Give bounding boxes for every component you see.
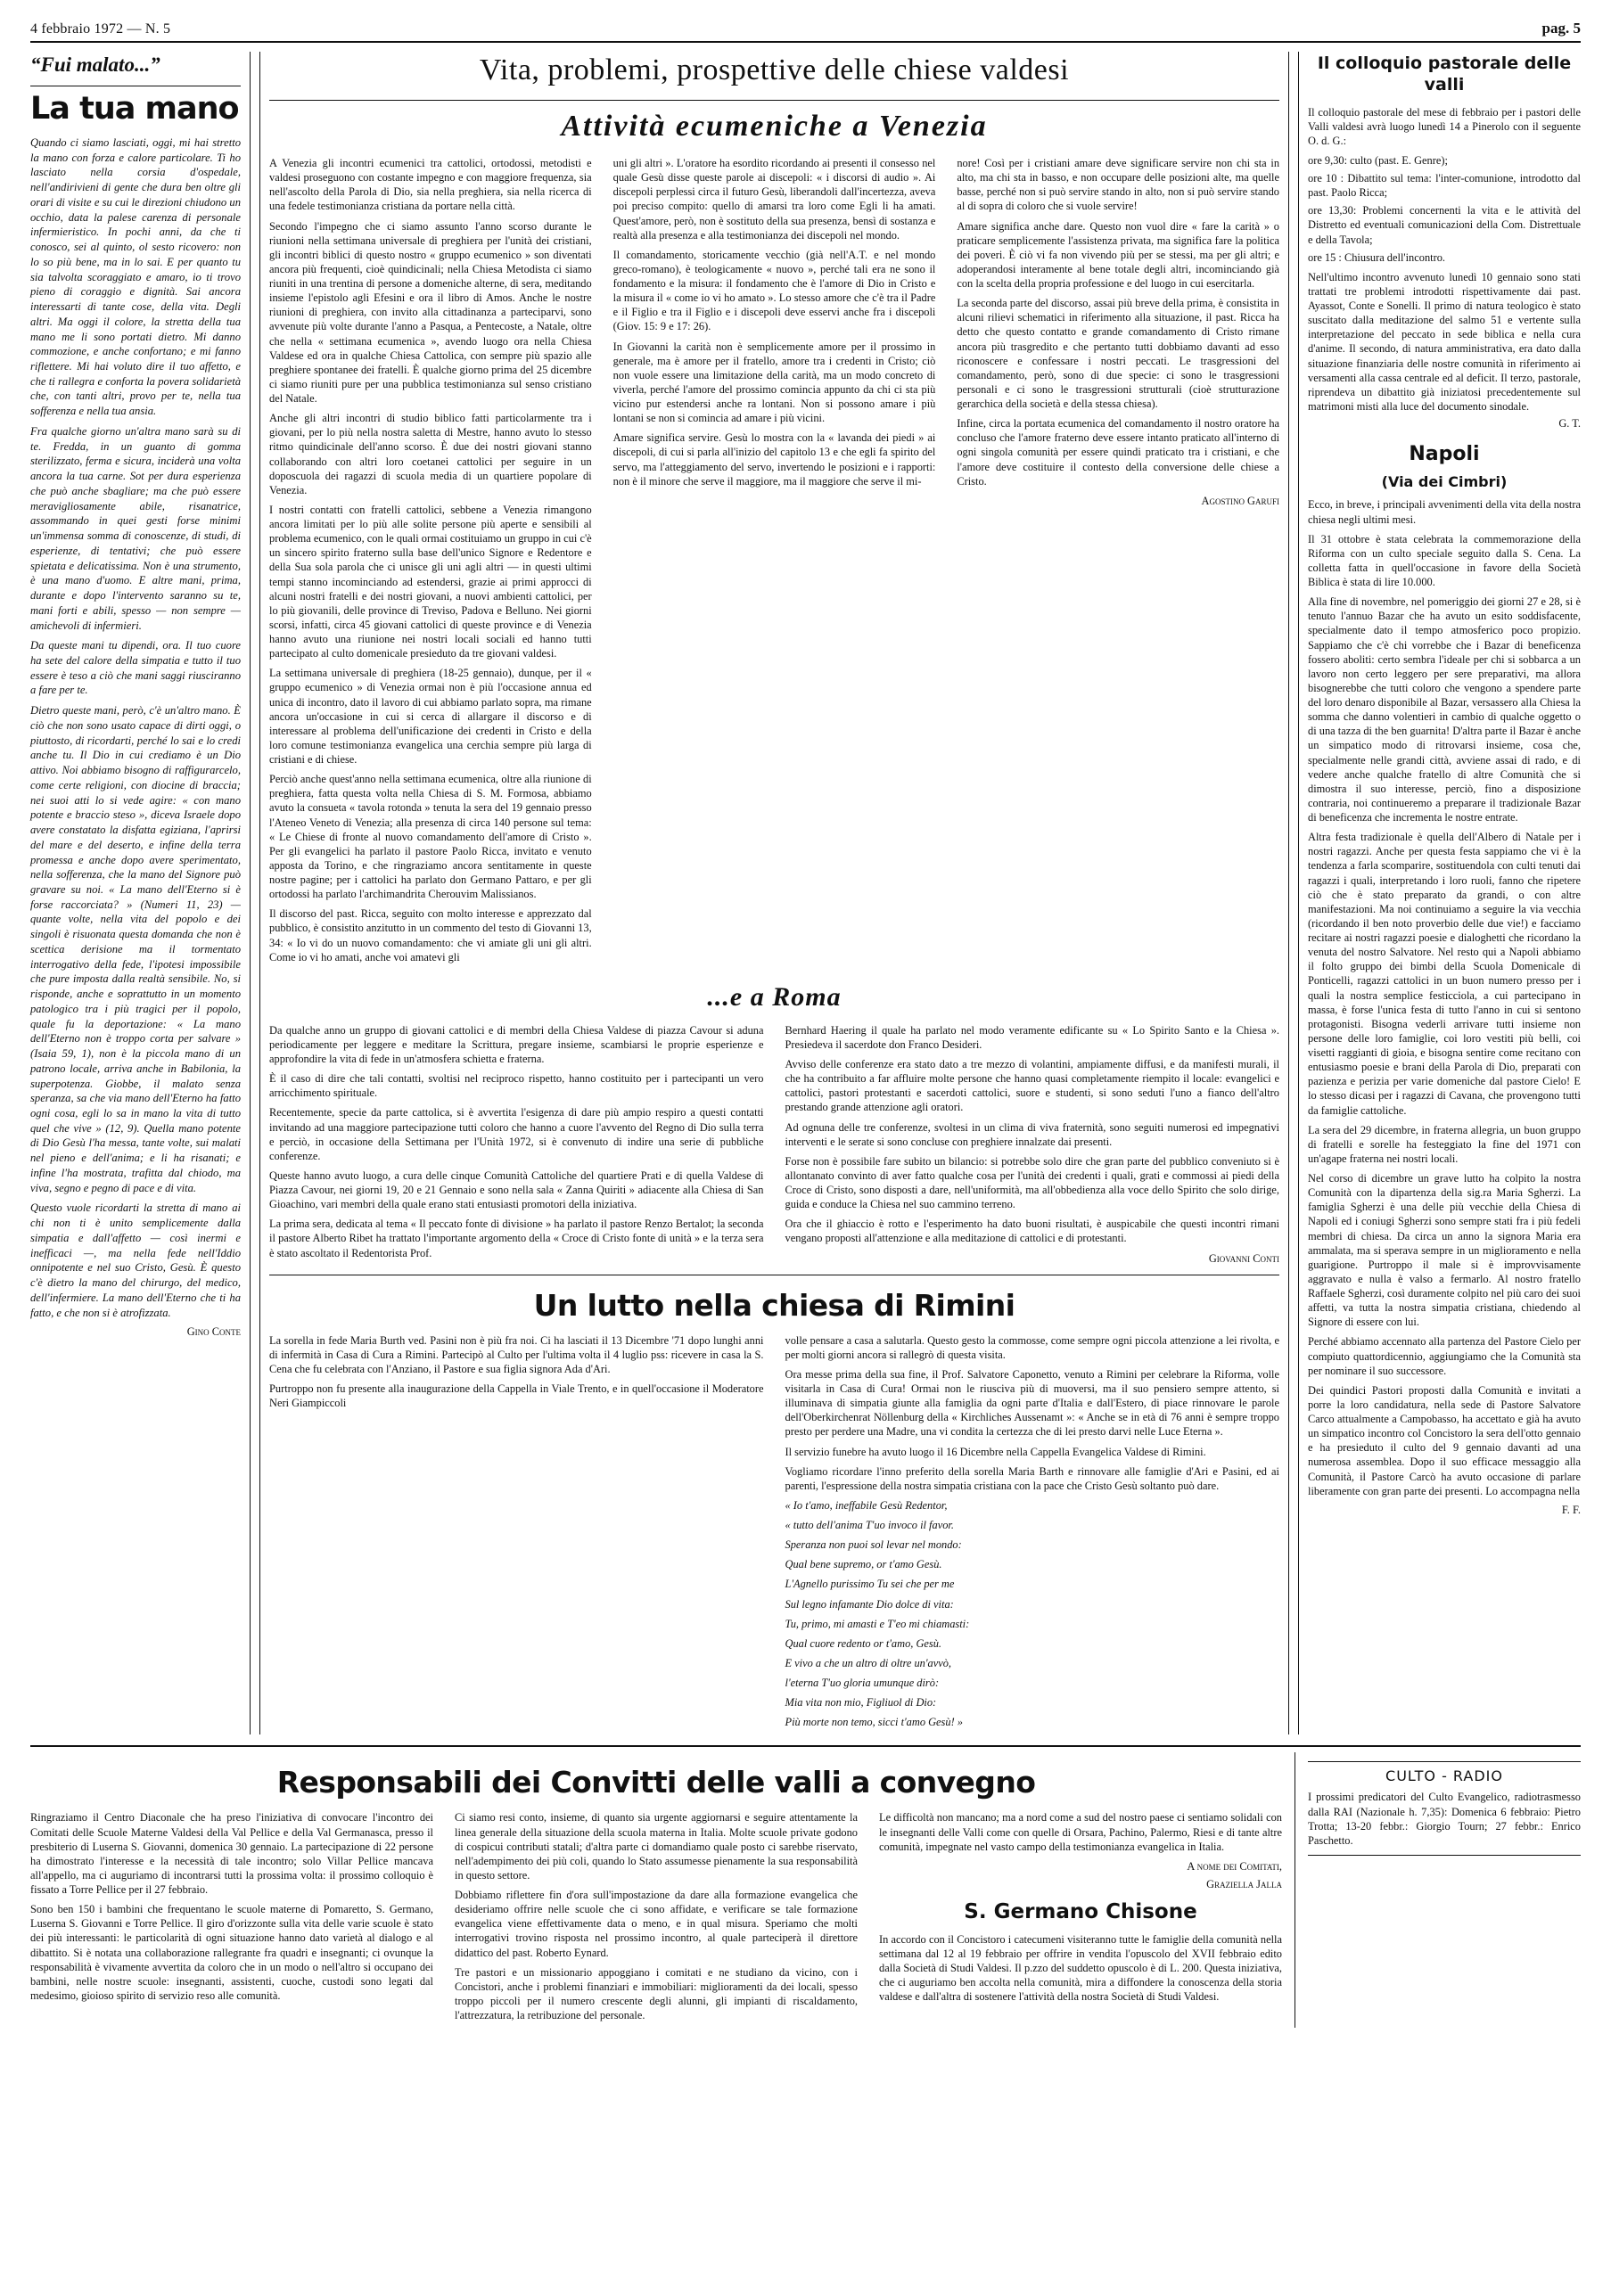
paragraph: Il 31 ottobre è stata celebrata la commemorazione della Riforma con un culto speciale seguito dalla S. Cena. La colletta fatta in quell'occasione in favore della Società Biblica è stata di lire 10.000.	[1308, 532, 1581, 589]
paragraph: Quando ci siamo lasciati, oggi, mi hai stretto la mano con forza e calore particolare. Ti ho lasciato nella corsia d'ospedale, nell'andirivieni di gente che dura ben oltre gli orari di visite e su cui le direzioni chiudono un occhio, data la palese carenza di personale infermieristico. In pochi anni, da che ti conosco, sei al quinto, ol sesto ricovero: non lo so più bene, ma in lo sai. E per quanto tu sia talvolta scoraggiato e amaro, io ti trovo pieno di coraggio e dignità. Sai ancora interessarti di tante cose, della vita. Degli altri. Ma oggi il colore, la stretta della tua mano me li sono portati dietro. Mi danno commozione, e anche confortano; e mi fanno riflettere. Mi hai voluto dire il tuo affetto, e che ti rallegra e conforta la povera solidarietà che, con tanti altri, provo per te, nella tua sofferenza e nella tua ansia.	[30, 136, 241, 418]
paragraph: Perciò anche quest'anno nella settimana ecumenica, oltre alla riunione di preghiera, fatta questa volta nella Chiesa di S. M. Formosa, abbiamo avuto la consueta « tavola rotonda » tenuta la sera del 19 gennaio presso l'Ateneo Veneto di Venezia; alla presenza di circa 140 persone sul tema: « Le Chiese di fronte al nuovo comandamento dell'amore di Cristo ». Per gli evangelici ha parlato il pastore Paolo Ricca, invitato e venuto apposta da Torino, e che ringraziamo ancora sentitamente in queste nostre pagine; per i cattolici ha parlato don Germano Pattaro, e per gli ortodossi ha parlato l'archimandrita Cherouvim Malissianos.	[269, 773, 592, 901]
hymn-line: Qual cuore redento or t'amo, Gesù.	[785, 1636, 942, 1650]
roma-col-2	[775, 1023, 1280, 1266]
paragraph: I nostri contatti con fratelli cattolici, sebbene a Venezia rimangono ancora limitati per lo più alle solite persone più aperte e sensibili al problema ecumenico, con le quali ormai costituiamo un gruppo in cui c'è un sincero spirito fraterno sulla base dell'unico Signore e Redentore e della Sua sola parola che ci unisce gli uni agli altri — in questi ultimi tempi stanno incominciando ad estendersi, grazie ai primi approcci di alcuni nostri fratelli e dei nostri giovani, a nuovi ambienti cattolici, per lo più giovanili, delle province di Treviso, Padova e Belluno. Nei giorni scorsi, infatti, circa 45 giovani cattolici di queste province e di Venezia hanno avuto una riunione nei nostri locali sociali ed hanno tutti partecipato al culto domenicale presieduto da tre giovani valdesi.	[269, 503, 592, 660]
paragraph: Nel corso di dicembre un grave lutto ha colpito la nostra Comunità con la dipartenza della sig.ra Maria Sgherzi. La famiglia Sgherzi è una delle più vecchie della Chiesa di Napoli ed i coniugi Sgherzi sono sempre stati fra i più fedeli membri di chiesa. Da circa un anno la signora Maria era ammalata, ma si sperava sempre in un miglioramento e nella guarigione. Purtroppo il male si è improvvisamente aggravato e nulla è valso a fermarlo. Al nostro fratello Raffaele Sgherzi, così duramente colpito nel più caro dei suoi affetti, va tutta la nostra simpatia cristiana, chiedendo al Signore di essere con lui.	[1308, 1172, 1581, 1329]
section-title-main: Vita, problemi, prospettive delle chiese valdesi	[479, 53, 1070, 86]
paragraph: Forse non è possibile fare subito un bilancio: si potrebbe solo dire che gran parte del pubblico conveniuto si è allontanato convinto di aver fatto qualche cosa per l'unità dei credenti i quali, grati e commossi ai piedi della Croce di Cristo, sono disposti a dare, nell'uniformità, ma all'obbedienza alla voce dello Spirito che solo dirige, guida e conduce la Chiesa nel suo cammino terreno.	[785, 1154, 1279, 1211]
paragraph: Da queste mani tu dipendi, ora. Il tuo cuore ha sete del calore della simpatia e tutto il tuo essere è teso a ciò che mani saggi riusciranno a fare per te.	[30, 639, 241, 697]
agenda-item	[1308, 171, 1581, 200]
paragraph: Ringraziamo il Centro Diaconale che ha preso l'iniziativa di convocare l'incontro dei Comitati delle Scuole Materne Valdesi della Val Pellice e della Val Germanasca, presso il presbiterio di Luserna S. Giovanni, domenica 30 gennaio. La partecipazione di 22 persone ha dimostrato l'interesse e la necessità di tale incontro; solo Villar Pellice mancava all'appello, ma ci auguriamo di incontrarsi tutti la prossima volta: il prossimo colloquio è fissato a Torre Pellice per il 27 febbraio.	[30, 1811, 433, 1896]
colloquio-intro: Il colloquio pastorale del mese di febbraio per i pastori delle Valli valdesi avrà luogo lunedì 14 a Pinerolo con il seguente O. d. G.:	[1308, 105, 1581, 147]
agenda-text: Dibattito sul tema: l'inter-comunione, introdotto dal past. Paolo Ricca;	[1308, 172, 1581, 200]
venezia-col-2	[603, 156, 947, 970]
bottom-right-column	[1295, 1752, 1581, 2028]
agenda-hour: ore 15 :	[1308, 250, 1342, 264]
hymn-line: Tu, primo, mi amasti e T'eo mi chiamasti:	[785, 1617, 970, 1630]
paragraph: Bernhard Haering il quale ha parlato nel modo veramente edificante su « Lo Spirito Santo e la Chiesa ». Presiedeva il sacerdote don Franco Desideri.	[785, 1023, 1279, 1051]
paragraph: Ci siamo resi conto, insieme, di quanto sia urgente aggiornarsi e seguire attentamente la linea generale della situazione della scuola materna in Italia. Molte scuole private godono di cospicui contributi statali; d'altra parte ci domandiamo quale posto ci sarebbe riservato, nell'adempimento dei più coli, quando lo Stato assumesse pienamente la sua responsabilità in questo settore.	[455, 1811, 858, 1882]
rimini-col-1	[269, 1333, 775, 1735]
agenda-text: Problemi concernenti la vita e le attività del Distretto ed eventuali comunicazioni della Com. Distrettuale e della Tavola;	[1308, 204, 1581, 246]
paragraph: Avviso delle conferenze era stato dato a tre mezzo di volantini, ampiamente diffusi, e da manifesti murali, il che ha contribuito a far affluire molte persone che hanno quasi completamente riempito il locale: evangelici e cattolici, pastori protestanti e sacerdoti cattolici, suore e studenti, si sono seduti l'uno a fianco dell'altro prestando grande attenzione agli oratori.	[785, 1058, 1279, 1114]
hymn-line: E vivo a che un altro di oltre un'avvò,	[785, 1656, 952, 1669]
hymn-line: l'eterna T'uo gloria umunque dirò:	[785, 1677, 940, 1689]
paragraph: Da qualche anno un gruppo di giovani cattolici e di membri della Chiesa Valdese di piazza Cavour si aduna periodicamente per leggere e meditare la Scrittura, pregare insieme, scambiarsi le proprie esperienze e approfondire la vita di fede in un'atmosfera schietta e fraterna.	[269, 1023, 764, 1065]
convegno-col-2	[444, 1810, 868, 2028]
masthead-page-number: pag. 5	[1541, 20, 1581, 37]
rimini-columns	[269, 1333, 1279, 1735]
paragraph: Questo vuole ricordarti la stretta di mano ai chi non ti è unito semplicemente dalla simpatia e dall'affetto — così inermi e inefficaci —, ma nella fede nell'Iddio onnipotente e nel suo Cristo, Gesù. È questo c'è dietro la mano del chirurgo, del medico, dell'infermiere. La mano dell'Eterno che ti ha fatto, e che non si è atrofizzata.	[30, 1201, 241, 1319]
paragraph: Sono ben 150 i bambini che frequentano le scuole materne di Pomaretto, S. Germano, Luserna S. Giovanni e Torre Pellice. Il giro d'orizzonte sulla vita delle varie scuole è stato dei più interessanti: le particolarità di ogni situazione hanno dato varietà al dialogo e al dibattito. Si è notata una collaborazione rallegrante fra quadri e insegnanti; ci ovunque la responsabilità è vivamente avvertita da coloro che in un modo o nell'altro si occupano dei bambini, nelle nostre scuole: insegnanti, assistenti, cuoche, custodi sono legati dal medesimo, gioioso spirito di servizio reso alle comunità.	[30, 1903, 433, 2002]
paragraph: A Venezia gli incontri ecumenici tra cattolici, ortodossi, metodisti e valdesi proseguono con costante impegno e con maggiore frequenza, sia nell'ascolto della Parola di Dio, sia nella preghiera, sia nella ricerca di una fedele testimonianza cristiana da portare nella città.	[269, 157, 592, 213]
culto-radio-text: I prossimi predicatori del Culto Evangelico, radiotrasmesso dalla RAI (Nazionale h. 7,35): Domenica 6 febbraio: Pietro Trotta; 13-20 febbr.: Giorgio Tourn; 27 febbr.: Enrico Paschetto.	[1308, 1791, 1581, 1847]
hymn-line: « tutto dell'anima T'uo invoco il favor.	[785, 1519, 954, 1531]
paragraph: Tre pastori e un missionario appoggiano i comitati e ne studiano da vicino, con i Concistori, anche i problemi finanziari e immobiliari: miglioramenti da dei locali, spesso troppo piccoli per il numero crescente degli alunni, gli impianti di riscaldamento, l'attrezzatura, la retribuzione del personale.	[455, 1965, 858, 2021]
paragraph: Altra festa tradizionale è quella dell'Albero di Natale per i nostri ragazzi. Anche per questa festa sappiamo che vi è la tendenza a farla scomparire, sostituendola con culti tenuti dai ragazzi i quali, interpretando i loro ruoli, fanno che ripetere ciò che è stato preparato da grandi, o con altre manifestazioni. Ma noi continuiamo a seguire la via vecchia (ricordando il ben noto proverbio delle due vie!) e facciamo recitare ai nostri ragazzi poesie e dialoghetti che ricordano la venuta del nostro Salvatore. Nel resto qui a Napoli abbiamo il folto gruppo dei bimbi della Scuola Domenicale di Ponticelli, ragazzi cattolici in un buon numero presso per i quali la nostra semplice festicciola, a cui partecipano in massa, è forse l'unica festa di tutto l'anno in cui si sentono protagonisti. Bisogna vederli arrivare tutti insieme non persone delle loro famiglie, coi loro vestiti più belli, coi visetti raggianti di gioia, e bisogna sentire come recitano con entusiasmo poesie e brani della Parola di Dio, preparati con pazienza e perizia per varie domeniche dal pastore Cielo! E lo stesso dicasi per i ragazzi di Cavana, che provengono tutti da famiglie cattoliche.	[1308, 831, 1581, 1117]
right-column	[1308, 52, 1581, 1734]
agenda-hour: ore 10 :	[1308, 172, 1344, 184]
paragraph: Ecco, in breve, i principali avvenimenti della vita della nostra chiesa negli ultimi mesi.	[1308, 498, 1581, 526]
paragraph: Purtroppo non fu presente alla inaugurazione della Cappella in Viale Trento, e in quell'occasione il Moderatore Neri Giampiccoli	[269, 1382, 764, 1410]
article-title-rimini: Un lutto nella chiesa di Rimini	[533, 1287, 1015, 1323]
venezia-col-3	[946, 156, 1279, 970]
paragraph: Dietro queste mani, però, c'è un'altro mano. È ciò che non sono usato capace di dirti oggi, o piuttosto, di ricordarti, perché lo sai e lo credi anche tu. Il Dio in cui crediamo è un Dio attivo. Noi abbiamo bisogno di raffigurarcelo, come certe religioni, con diocine di braccia; nei suoi atti lo si vede agire: « con mano potente e braccio steso », diceva Israele dopo avere constatato la disfatta egiziana, l'aprirsi del mare e del deserto, e infine della terra promessa e anche dopo avere sperimentato, nella sofferenza, che la mano del Signore può gravare su noi. « La mano dell'Eterno si è forse raccorciata? » (Numeri 11, 23) — quante volte, nella vita del popolo e dei singoli è risuonata questa domanda che non è scettica derisione ma il tormentato interrogativo della fede, l'ipotesi impossibile che pure imposta dalla realtà sensibile. No, si risponde, anche e soprattutto in un momento patologico tra i più tragici per il popolo, quale fu la deportazione: « La mano dell'Eterno non è troppo corta per salvare » (Isaia 59, 1), non è la piccola mano di un patrono locale, arriva anche in Babilonia, la superpotenza. Giobbe, il malato senza speranza, sa che via mano dell'Eterno ha fatto ogni cosa, egli lo sa in mano la vita di tutto quel che vive » (12, 9). Quella mano potente di Dio Gesù l'ha messa, tante volte, sui malati nel pieno e dell'anima; e li ha risanati; e infine l'ha mostrata, trafitta dal chiodo, ma viva, segno e pegno di pace e di vita.	[30, 704, 241, 1194]
paragraph: Recentemente, specie da parte cattolica, si è avvertita l'esigenza di dare più ampio respiro a questi contatti invitando ad una maggiore partecipazione tutti coloro che hanno a cuore l'avvento del Regno di Dio sulla terra e perciò, in occasione della Settimana per l'Unità 1972, si è convenuto di indire una serie di pubbliche conferenze.	[269, 1106, 764, 1162]
agenda-text: Chiusura dell'incontro.	[1344, 250, 1446, 264]
roma-columns	[269, 1023, 1279, 1266]
paragraph: Ora messe prima della sua fine, il Prof. Salvatore Caponetto, venuto a Rimini per celebrare la Riforma, volle visitarla in Casa di Cura! Ormai non le riusciva più di muoversi, ma il suo pensiero sempre attento, si illuminava di simpatia giunte alla famiglia da ogni parte d'Italia e dall'Estero, di piace rinnovare le parole dell'Oberkirchenrat Nöllenburg della « Kirchliches Aussenamt »: « Anche se in età di 76 anni è sempre troppo presto per perdere una Madre, una vi condita la certezza che di lei presto darvi nelle Luce Eterna ».	[785, 1367, 1279, 1439]
hymn-line: Mia vita non mio, Figliuol di Dio:	[785, 1696, 937, 1710]
napoli-title: Napoli	[1409, 443, 1480, 465]
paragraph: È il caso di dire che tali contatti, svoltisi nel reciproco rispetto, hanno costituito per i partecipanti un vero arricchimento spirituale.	[269, 1072, 764, 1100]
left-body	[30, 135, 241, 1320]
left-kicker: “Fui malato...”	[30, 53, 160, 76]
napoli-signature: F. F.	[1561, 1503, 1581, 1516]
agenda-item	[1308, 250, 1581, 265]
convegno-signoff: A nome dei Comitati,	[1187, 1859, 1282, 1873]
paragraph: Anche gli altri incontri di studio biblico fatti particolarmente tra i giovani, per lo più nella nostra saletta di Mestre, hanno avuto lo stesso ritmo quindicinale dell'anno scorso. È due dei nostri giovani stanno collaborando con altri loro coetanei cattolici per seguire in un doposcuola dei ragazzi di scuola media di un quartiere popolare di Venezia.	[269, 412, 592, 496]
paragraph: La settimana universale di preghiera (18-25 gennaio), dunque, per il « gruppo ecumenico » di Venezia ormai non è più l'occasione annua ed unica di incontro, dato il lavoro di cui abbiamo parlato sopra, ma rimane ancora un'occasione in cui si cerca di allargare il discorso e di interessare al problema dell'unificazione dei credenti in Cristo e della loro comune testimonianza evangelica una cerchia sempre più larga di cristiani e di chiese.	[269, 667, 592, 766]
paragraph: Ora che il ghiaccio è rotto e l'esperimento ha dato buoni risultati, è auspicabile che questi incontri rimani vengano proposti all'attenzione e alla meditazione di cattolici e di protestanti.	[785, 1218, 1279, 1245]
sgermano-title: S. Germano Chisone	[964, 1900, 1197, 1923]
vertical-rule-left	[250, 52, 260, 1734]
masthead-issue: 4 febbraio 1972 — N. 5	[30, 21, 171, 37]
venezia-col-1	[269, 156, 603, 970]
agenda-item	[1308, 203, 1581, 246]
roma-col-1	[269, 1023, 775, 1266]
paragraph: In Giovanni la carità non è semplicemente amore per il prossimo in generale, ma è amore per il fratello, amore tra i credenti in Cristo; ciò non vuole essere una limitazione della carità, ma un modo concreto di viverla, perché l'amore del prossimo comincia appunto da chi ci sta più vicino pur estendersi anche ra lontani. Non si possono amare i più lontani se non si comincia ad amare i più vicini.	[612, 340, 936, 425]
masthead	[30, 20, 1581, 43]
colloquio-agenda	[1308, 153, 1581, 265]
paragraph: Alla fine di novembre, nel pomeriggio dei giorni 27 e 28, si è tenuto l'annuo Bazar che ha avuto un esito soddisfacente, specialmente dato il tempo atmosferico poco propizio. Sappiamo che c'è chi vorrebbe che i Bazar di beneficenza fossero aboliti: certo sembra l'ideale per chi si sobbarca a un lavoro non certo leggero per sere preparativi, ma allora bisognerebbe che tutti coloro che vengono a spendere parte del loro denaro disponibile al Bazar, versassero alla Chiesa la somma che danno volentieri in cambio di qualche oggetto o di una tazza di the ben guarnita! D'altra parte il Bazar è anche un simpatico modo di ritrovarsi insieme, cosa che, specialmente nelle grandi città, avviene assai di rado, e di vedere anche qualche fratello di altre Comunità che si dimostra il suo interesse, perciò, fino a disposizione contraria, noi continueremo a preparare il tradizionale Bazar di beneficenza che incrementa le nostre entrate.	[1308, 595, 1581, 824]
paragraph: Le difficoltà non mancano; ma a nord come a sud del nostro paese ci sentiamo solidali con le insegnanti delle Valli come con quelle di Orsara, Pachino, Palermo, Riesi e di tante altre comunità, impegnate nel vasto campo della testimonianza evangelica in Italia.	[879, 1811, 1282, 1853]
paragraph: Dei quindici Pastori proposti dalla Comunità e invitati a porre la loro candidatura, nella sede di Pastore Salvatore Carco attualmente a Campobasso, ha accettato e già ha avuto un simpatico incontro col Concistoro la sera dell'otto gennaio e ha presieduto il culto del 9 gennaio davanti ad una numerosa assemblea. Dopo il suo efficace messaggio alla Comunità, il Pastore Carcò ha avuto occasione di parlare liberamente con gran parte dei presenti. Lo accompagna nella	[1308, 1383, 1581, 1497]
colloquio-title: Il colloquio pastorale delle valli	[1317, 53, 1572, 94]
paragraph: La prima sera, dedicata al tema « Il peccato fonte di divisione » ha parlato il pastore Renzo Bertalot; la seconda il pastore Alberto Ribet ha trattato l'importante argomento della « Croce di Cristo fonte di unità » e la terza sera è stato ascoltato il Redentorista Prof.	[269, 1218, 764, 1259]
hymn-line: Sul legno infamante Dio dolce di vita:	[785, 1597, 954, 1611]
paragraph: Dobbiamo riflettere fin d'ora sull'impostazione da dare alla formazione evangelica che desideriamo offrire nelle scuole che ci sono affidate, e verificare se tale formazione evangelica viene effettivamente data o meno, e in qual misura. Speriamo che molti interrogativi trovino risposta nel prossimo incontro, al quale parteciperà il direttore didattico del past. Roberto Eynard.	[455, 1889, 858, 1959]
article-title-venezia: Attività ecumeniche a Venezia	[561, 110, 988, 143]
paragraph: Secondo l'impegno che ci siamo assunto l'anno scorso durante le riunioni nella settimana universale di preghiera per l'unità dei cristiani, gli incontri biblici di questo nostro « gruppo ecumenico » son diventati ancora più frequenti, cioè quindicinali; nella Chiesa Metodista ci siamo riuniti in una trentina di persone a domeniche alterne, di sera, meditando insieme l'epistolo agli Efesini e ora il libro di Amos. Anche le nostre riunioni di preghiera, con invito alla cittadinanza a parteciparvi, sono avvenute più volte durante l'anno a Pasqua, a Pentecoste, a Natale, oltre che nella « settimana ecumenica », avendo luogo ora nella Chiesa Valdese ed ora in qualche Chiesa Cattolica, con sempre più spazio alle preghiere spontanee dei fratelli. È qualche giorno prima del 25 dicembre ci siamo riuniti pure per una pubblica testimonianza sul senso cristiano del Natale.	[269, 219, 592, 405]
venezia-signature: Agostino Garufi	[1201, 494, 1280, 507]
paragraph: La seconda parte del discorso, assai più breve della prima, è consistita in alcuni rilievi schematici in riferimento alla situazione, il past. Ricca ha detto che questo contatto e grande comandamento di Cristo rimane ancora più trasgredito e che pertanto tutti dobbiamo davanti ad esso riconoscere e confessare i nostri peccati. Le trasgressioni del comandamento, però, sono di due specie: ci sono le trasgressioni personali e ci sono le trasgressioni strutturali (cioè strutturazione gerarchica della società e della stessa chiesa).	[957, 297, 1280, 410]
paragraph: La sorella in fede Maria Burth ved. Pasini non è più fra noi. Ci ha lasciati il 13 Dicembre '71 dopo lunghi anni di infermità in Casa di Cura a Rimini. Partecipò al Culto per l'ultima volta il 4 luglio pss: ricevere in casa la S. Cena che fu celebrata con l'Anziano, il Pastore e sua figlia signora Ada d'Ari.	[269, 1333, 764, 1375]
left-column	[30, 52, 241, 1734]
left-headline: La tua mano	[30, 91, 239, 127]
paragraph: Ad ognuna delle tre conferenze, svoltesi in un clima di viva fraternità, sono seguiti numerosi ed impegnativi interventi e le serate si sono concluse con preghiere innalzate dai presenti.	[785, 1120, 1279, 1148]
paragraph: Perché abbiamo accennato alla partenza del Pastore Cielo per compiuto quattordicennio, aggiungiamo che la Comunità sta per nominare il suo successore.	[1308, 1335, 1581, 1377]
agenda-hour: ore 9,30:	[1308, 153, 1348, 167]
agenda-item	[1308, 153, 1581, 168]
hymn-line: L'Agnello purissimo Tu sei che per me	[785, 1578, 955, 1591]
paragraph: Vogliamo ricordare l'inno preferito della sorella Maria Barth e rinnovare alle famiglie d'Ari e Pasini, ed ai parenti, l'espressione della nostra simpatia cristiana con la pace che Cristo Gesù soltanto può dare.	[785, 1464, 1279, 1492]
paragraph: Amare significa servire. Gesù lo mostra con la « lavanda dei piedi » ai discepoli, di cui si parla all'inizio del capitolo 13 e che egli fa spirito del servo, ma l'atteggiamento del servo, invertendo le posizioni e i rapporti: non è il minore che serve il maggiore, ma il maggiore che serve il mi-	[612, 431, 936, 488]
convegno-signature: Graziella Jalla	[1206, 1877, 1282, 1890]
napoli-subtitle: (Via dei Cimbri)	[1381, 473, 1508, 491]
hymn-line: Speranza non puoi sol levar nel mondo:	[785, 1538, 962, 1552]
paragraph: In accordo con il Concistoro i catecumeni visiteranno tutte le famiglie della comunità nella settimana dal 12 al 19 febbraio per offrire in vendita l'opuscolo del XVII febbraio edito dalla Società di Studi Valdesi. Il p.zzo del suddetto opuscolo è di L. 200. Questa iniziativa, che ci auguriamo ben accolta nella comunità, mira a diffondere la conoscenza della storia valdese e dall'altra di sostenere l'attività della nostra Società di Studi Valdesi.	[879, 1932, 1282, 2004]
paragraph: Queste hanno avuto luogo, a cura delle cinque Comunità Cattoliche del quartiere Prati e di quella Valdese di Piazza Cavour, nei giorni 19, 20 e 21 Gennaio e sono nella sala « Zanna Quiriti » adiacente alla Chiesa di San Gioachino, vari membri della quale erano stati entusiasti promotori della iniziativa.	[269, 1168, 764, 1211]
paragraph: Fra qualche giorno un'altra mano sarà su di te. Fredda, in un guanto di gomma sterilizzato, ferma e sicura, inciderà una volta ancora la tua carne. Sot per dura esperienza che può anche sbagliare; ma che può essere meravigliosamente abile, risanatrice, assommando in quei gesti forse minimi un'immensa somma di conoscenze, di studi, di esperienze, di tentativi; che può essere spietata e delicatissima. Non è una strumento, è una mano d'uomo. E altre mani, prima, durante e dopo l'intervento saranno su te, mani forti e abili, spesso — non sempre — amichevoli di infermieri.	[30, 424, 241, 632]
paragraph: nore! Così per i cristiani amare deve significare servire non chi sta in alto, ma chi sta in basso, e non occupare delle posizioni alte, ma quelle basse, perché non si può servire stando in alto, non si può servire stando al di sopra di coloro che si vuole servire!	[957, 157, 1280, 213]
convegno-col-3	[868, 1810, 1282, 2028]
paragraph: Il comandamento, storicamente vecchio (già nell'A.T. e nel mondo greco-romano), è teologicamente « nuovo », perché tali era ne sono il fondamento e la misura: il fondamento che è l'amore di Dio in Cristo e la misura il « come io vi ho amato ». Lo stesso amore che c'è tra il Padre e il Figlio e tra il Figlio e i discepoli deve esservi anche fra i discepoli (Giov. 15: 9 e 17: 26).	[612, 248, 936, 333]
roma-signature: Giovanni Conti	[1208, 1251, 1279, 1265]
hymn-line: Qual bene supremo, or t'amo Gesù.	[785, 1558, 942, 1571]
napoli-body	[1308, 497, 1581, 1497]
colloquio-signature: G. T.	[1558, 417, 1581, 430]
agenda-hour: ore 13,30:	[1308, 204, 1357, 217]
convegno-title: Responsabili dei Convitti delle valli a convegno	[276, 1765, 1036, 1800]
paragraph: La sera del 29 dicembre, in fraterna allegria, un buon gruppo di fratelli e sorelle ha festeggiato la fine del 1971 con un'agape fraterna nei nostri locali.	[1308, 1123, 1581, 1165]
paragraph: uni gli altri ». L'oratore ha esordito ricordando ai presenti il consesso nel quale Gesù disse queste parole ai discepoli: « i discorsi di audio ». Ai discepoli perplessi circa il futuro Gesù, liberandoli dall'incertezza, aveva poi preciso compito: quello di amarsi tra loro come Egli li ha amati. Quest'amore, però, non è sostituto della sua presenza, bensì di sostanza e realtà alla presenza e alla testimonianza dei discepoli nel mondo.	[612, 157, 936, 242]
paragraph: Infine, circa la portata ecumenica del comandamento il nostro oratore ha concluso che l'amore fraterno deve essere intanto praticato all'interno di ogni singola comunità per essere quindi praticato tra i cristiani, e che l'amore deve costituire il contesto della conversione delle chiese a Cristo.	[957, 417, 1280, 488]
center-column	[269, 52, 1581, 1734]
bottom-section	[30, 1745, 1581, 2028]
hymn-line: « Io t'amo, ineffabile Gesù Redentor,	[785, 1498, 948, 1512]
paragraph: volle pensare a casa a salutarla. Questo gesto la commosse, come sempre ogni piccola attenzione a lei rivolta, e per molti giorni ancora si rallegrò di questa visita.	[785, 1333, 1279, 1361]
agenda-text: culto (past. E. Genre);	[1350, 153, 1448, 167]
paragraph: Amare significa anche dare. Questo non vuol dire « fare la carità » o praticare semplicemente l'assistenza privata, ma significa fare la politica dei poveri. È ciò vi fa non vivendo più per se stessi, ma per gli altri; e adoperandosi interamente al bene totale degli altri, incominciando già con la scelta della propria professione e del luogo in cui esercitarla.	[957, 219, 1280, 290]
venezia-columns	[269, 156, 1279, 970]
culto-radio-box	[1308, 1761, 1581, 1856]
rimini-col-2	[775, 1333, 1280, 1735]
hymn-line: Più morte non temo, sicci t'amo Gesù! »	[785, 1716, 963, 1729]
vertical-rule-right	[1288, 52, 1299, 1734]
left-signature: Gino Conte	[186, 1325, 241, 1339]
culto-radio-title: CULTO - RADIO	[1385, 1767, 1503, 1785]
paragraph: Il discorso del past. Ricca, seguito con molto interesse e apprezzato dal pubblico, è consistito anzitutto in un commento del testo di Giovanni 13, 34: « Io vi do un nuovo comandamento: che vi amiate gli uni gli altri. Come io vi ho amati, anche voi amatevi gli	[269, 907, 592, 964]
convegno-col-1	[30, 1810, 444, 2028]
convegno-columns	[30, 1810, 1282, 2028]
colloquio-tail: Nell'ultimo incontro avvenuto lunedì 10 gennaio sono stati trattati tre problemi introdotti rispettivamente dai past. Ayassot, Conte e Sonelli. Il primo di natura teologico è stato suscitato dalla meditazione del salmo 51 e vertente sulla interpretazione del peccato in sede biblica e nella cura d'anime. Il secondo, di natura amministrativa, era dato dalla situazione finanziaria delle nostre comunità in riferimento ai versamenti alla cassa centrale ed al deficit. Il terzo, pastorale, riprendeva un dibattito già iniziatosi precedentemente sul matrimoni misti alla luce del documento sinodale.	[1308, 270, 1581, 413]
article-title-roma: ...e a Roma	[707, 981, 842, 1012]
page-body	[30, 52, 1581, 1734]
paragraph: Il servizio funebre ha avuto luogo il 16 Dicembre nella Cappella Evangelica Valdese di Rimini.	[785, 1445, 1206, 1458]
